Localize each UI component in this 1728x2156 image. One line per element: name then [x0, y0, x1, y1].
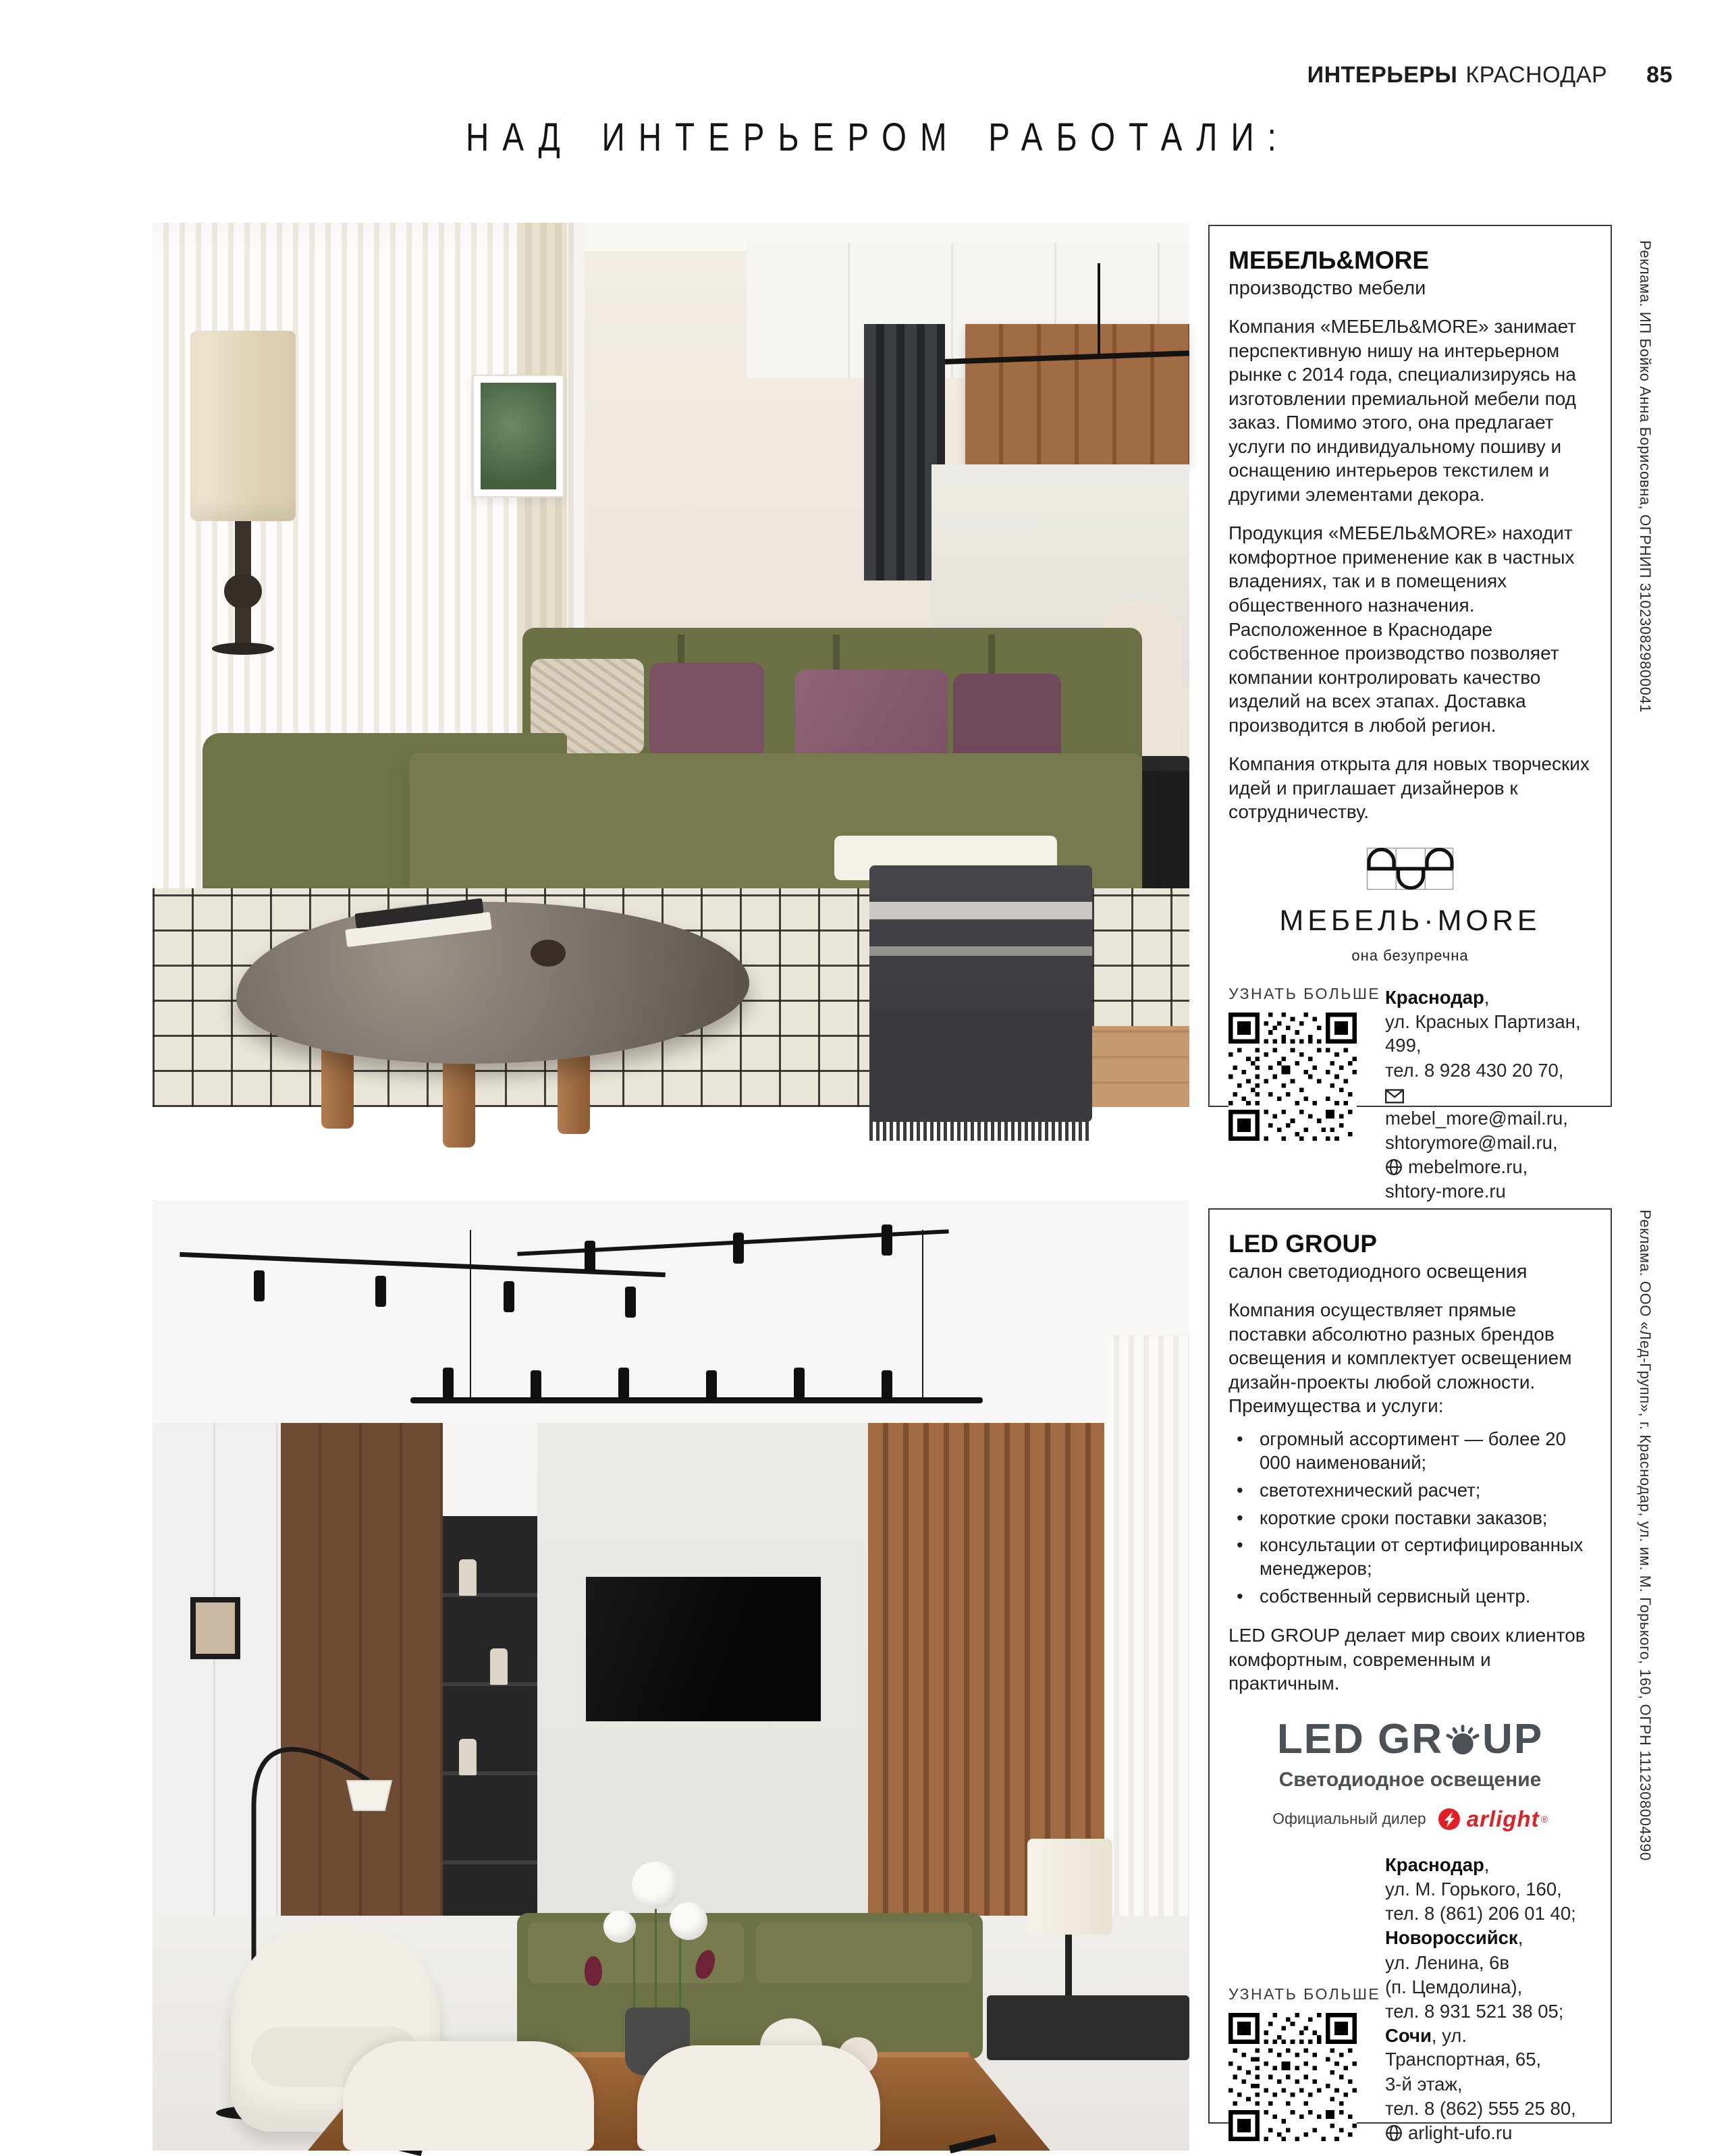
- mebel-more-logo-mark: [1366, 847, 1454, 890]
- services-list: [1228, 1428, 1592, 1609]
- floor-lamp-shade: [190, 331, 296, 521]
- contact-line: тел. 8 931 521 38 05;: [1385, 2000, 1564, 2022]
- linear-pendant-light: [410, 1397, 983, 1403]
- list-item: • консультации от сертифицированных менеджеров;: [1228, 1534, 1592, 1581]
- pillow-plum: [649, 663, 764, 757]
- pendant-spot: [443, 1368, 454, 1399]
- contact-line: mebel_more@mail.ru,: [1385, 1083, 1592, 1130]
- contact-line: Краснодар,: [1385, 1854, 1490, 1875]
- mebel-more-wordmark: МЕБЕЛЬ·MORE: [1279, 904, 1541, 937]
- envelope-icon: [1385, 1089, 1404, 1104]
- learn-more-label: УЗНАТЬ БОЛЬШЕ: [1228, 1985, 1381, 2003]
- dealer-row: [1228, 1806, 1592, 1832]
- qr-code: [1228, 2013, 1357, 2141]
- contact-line: 3-й этаж,: [1385, 2073, 1463, 2095]
- bowl: [531, 940, 566, 967]
- magazine-name: ИНТЕРЬЕРЫ: [1307, 62, 1458, 88]
- pendant-spot: [706, 1370, 717, 1401]
- throw-fringe: [869, 1118, 1092, 1141]
- spot-light: [733, 1233, 744, 1264]
- company-paragraph: Компания «МЕБЕЛЬ&MORE» занимает перспективную нишу на интерьерном рынке с 2014 года, специализируясь на изготовлении премиальной мебели под заказ. Помимо этого, она предлагает услуги по индивидуальному пошиву и оснащению интерьеров текстилем и другими элементами декора.: [1228, 316, 1577, 505]
- photo-living-room-sofa: [153, 223, 1189, 1107]
- led-group-logo: [1228, 1715, 1592, 1832]
- contact-line: ул. Красных Партизан, 499,: [1385, 1011, 1581, 1056]
- flower-stem: [633, 1936, 635, 2017]
- ad-disclaimer-vertical: Реклама. ООО «Лед-Групп», г. Краснодар, ул. им. М. Горького, 160, ОГРН 1112308004390: [1637, 1210, 1654, 1861]
- contact-line: arlight-ufo.ru: [1385, 2121, 1592, 2145]
- company-paragraph: LED GROUP делает мир своих клиентов комфортным, современным и практичным.: [1228, 1625, 1586, 1694]
- page-title: НАД ИНТЕРЬЕРОМ РАБОТАЛИ:: [466, 115, 1290, 159]
- contact-line: тел. 8 (862) 555 25 80,: [1385, 2097, 1576, 2119]
- globe-icon: [1385, 2124, 1403, 2142]
- globe-icon: [1385, 1158, 1403, 1176]
- calla-lily: [585, 1956, 602, 1986]
- dealer-label: Официальный дилер: [1272, 1810, 1426, 1828]
- contact-list: [1385, 1852, 1592, 2145]
- tv-screen: [586, 1577, 821, 1721]
- page-header: [1307, 62, 1673, 88]
- bulb-icon: [1444, 1721, 1481, 1758]
- spot-light: [625, 1287, 636, 1318]
- contact-line: ул. Ленина, 6в: [1385, 1951, 1510, 1973]
- spot-light: [254, 1270, 265, 1301]
- spot-light: [882, 1224, 892, 1256]
- white-dahlia: [670, 1902, 707, 1940]
- company-paragraph: Компания открыта для новых творческих идей и приглашает дизайнеров к сотрудничеству.: [1228, 753, 1590, 823]
- contact-line: тел. 8 (861) 206 01 40;: [1385, 1903, 1576, 1924]
- pendant-spot: [794, 1368, 805, 1399]
- green-sofa: [517, 1913, 983, 2059]
- flower-stem: [655, 1895, 657, 2017]
- pendant-spot: [882, 1370, 892, 1401]
- contact-line: тел. 8 928 430 20 70,: [1385, 1059, 1564, 1081]
- table-lamp-base: [1065, 1935, 1072, 1997]
- contact-line: Сочи, ул. Транспортная, 65,: [1385, 2025, 1542, 2070]
- company-subtitle: производство мебели: [1228, 277, 1426, 299]
- pendant-wire: [470, 1230, 471, 1399]
- contact-line: Краснодар,: [1385, 986, 1490, 1008]
- qr-code: [1228, 1013, 1357, 1141]
- wall-art: [473, 375, 564, 497]
- spot-light: [585, 1241, 595, 1272]
- contact-line: (п. Цемдолина),: [1385, 1976, 1523, 1997]
- company-paragraph: Продукция «МЕБЕЛЬ&MORE» находит комфортное применение как в частных владениях, так и в помещениях общественного назначения. Расположенное в Краснодаре собственное производство позволяет компании контролировать качество изделий на всех этапах. Доставка производится в любой регион.: [1228, 522, 1575, 736]
- pendant-spot: [618, 1368, 629, 1399]
- mebel-more-tagline: она безупречна: [1351, 946, 1469, 964]
- plaid-throw: [869, 865, 1092, 1122]
- list-item: • светотехнический расчет;: [1228, 1479, 1592, 1503]
- black-shelving: [443, 1516, 537, 1949]
- contact-line: mebelmore.ru,: [1385, 1155, 1592, 1179]
- company-subtitle: салон светодиодного освещения: [1228, 1261, 1528, 1283]
- arlight-logo: arlight ®: [1437, 1806, 1548, 1832]
- pendant-wire: [922, 1230, 923, 1399]
- page-number: 85: [1646, 62, 1673, 88]
- table-lamp-shade: [1027, 1839, 1112, 1935]
- contact-block: [1228, 985, 1592, 1204]
- pendant-spot: [531, 1370, 541, 1401]
- qr-column: [1228, 1985, 1381, 2145]
- contact-line: ул. М. Горького, 160,: [1385, 1879, 1562, 1900]
- table-leg: [443, 1058, 475, 1148]
- track-light-stem: [1098, 263, 1100, 358]
- led-group-wordmark: LED GR UP: [1276, 1715, 1544, 1762]
- floor-lamp-detail: [224, 574, 262, 609]
- led-group-tagline: Светодиодное освещение: [1278, 1768, 1542, 1791]
- contact-block: [1228, 1852, 1592, 2145]
- white-dahlia: [632, 1862, 679, 1909]
- advertiser-card-led-group: [1208, 1208, 1612, 2143]
- spot-light: [375, 1276, 386, 1307]
- contact-list: [1385, 985, 1592, 1204]
- qr-column: [1228, 984, 1381, 1204]
- contact-line: shtorymore@mail.ru,: [1385, 1132, 1558, 1154]
- company-name: МЕБЕЛЬ&MORE: [1228, 246, 1430, 274]
- arlight-icon: [1437, 1807, 1461, 1831]
- flower-stem: [679, 1929, 681, 2017]
- kitchen-wood-cabinets: [965, 324, 1189, 466]
- ceiling: [153, 1200, 1189, 1423]
- dining-chair: [343, 2041, 594, 2151]
- learn-more-label: УЗНАТЬ БОЛЬШЕ: [1228, 984, 1381, 1002]
- photo-led-showroom: [153, 1200, 1189, 2151]
- advertiser-card-mebel-more: [1208, 225, 1612, 1202]
- white-dahlia: [603, 1910, 636, 1943]
- list-item: • собственный сервисный центр.: [1228, 1585, 1592, 1609]
- ad-disclaimer-vertical: Реклама. ИП Бойко Анна Борисовна, ОГРНИП 310230829800041: [1637, 240, 1654, 713]
- company-paragraph: Компания осуществляет прямые поставки абсолютно разных брендов освещения и комплектует освещением дизайн-проекты любой сложности. Преимущества и услуги:: [1228, 1299, 1572, 1417]
- sideboard: [987, 1995, 1189, 2060]
- floor-lamp-foot: [212, 643, 274, 655]
- magazine-city: КРАСНОДАР: [1465, 62, 1608, 88]
- list-item: • огромный ассортимент — более 20 000 наименований;: [1228, 1428, 1592, 1475]
- list-item: • короткие сроки поставки заказов;: [1228, 1507, 1592, 1530]
- contact-line: Новороссийск,: [1385, 1927, 1523, 1949]
- spot-light: [504, 1281, 514, 1312]
- mebel-more-logo: [1228, 847, 1592, 965]
- contact-line: shtory-more.ru: [1385, 1181, 1506, 1202]
- sheer-curtain: [1104, 1335, 1189, 1970]
- company-name: LED GROUP: [1228, 1230, 1377, 1258]
- dining-chair: [637, 2045, 880, 2151]
